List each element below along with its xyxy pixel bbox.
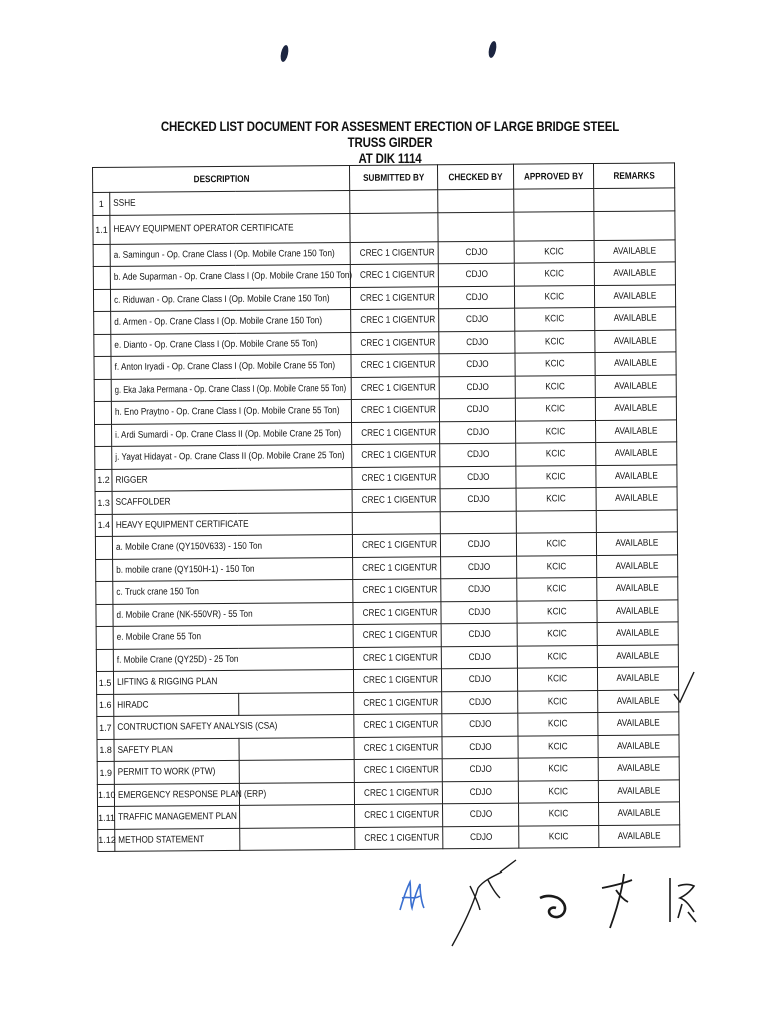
submitted-cell: CREC 1 CIGENTUR xyxy=(351,309,439,332)
checked-cell: CDJO xyxy=(438,286,514,309)
row-description: d. Mobile Crane (NK-550VR) - 55 Ton xyxy=(113,602,353,626)
submitted-cell: CREC 1 CIGENTUR xyxy=(351,331,439,354)
approved-cell: KCIC xyxy=(514,240,594,263)
row-description: e. Mobile Crane 55 Ton xyxy=(113,624,353,648)
document-title: CHECKED LIST DOCUMENT FOR ASSESMENT ERECTION OF LARGE BRIDGE STEEL TRUSS GIRDER xyxy=(160,118,620,150)
check-mark-icon xyxy=(672,668,696,708)
remarks-cell: AVAILABLE xyxy=(594,239,675,262)
row-description: PERMIT TO WORK (PTW) xyxy=(114,760,239,783)
checked-cell: CDJO xyxy=(441,556,517,579)
remarks-cell: AVAILABLE xyxy=(597,644,678,667)
approved-cell: KCIC xyxy=(516,488,596,511)
approved-cell: KCIC xyxy=(515,308,595,331)
header-checked-by: CHECKED BY xyxy=(438,164,514,190)
approved-cell: KCIC xyxy=(518,758,598,781)
approved-cell: KCIC xyxy=(515,330,595,353)
remarks-cell: AVAILABLE xyxy=(595,352,676,375)
remarks-cell: AVAILABLE xyxy=(599,802,680,825)
remarks-cell: AVAILABLE xyxy=(597,667,678,690)
submitted-cell: CREC 1 CIGENTUR xyxy=(353,556,441,579)
row-description: a. Mobile Crane (QY150V633) - 150 Ton xyxy=(112,534,352,558)
approved-cell: KCIC xyxy=(517,623,597,646)
remarks-cell: AVAILABLE xyxy=(597,577,678,600)
submitted-cell: CREC 1 CIGENTUR xyxy=(350,241,438,264)
row-description: i. Ardi Sumardi - Op. Crane Class II (Op. Mobile Crane 25 Ton) xyxy=(112,422,352,446)
remarks-cell: AVAILABLE xyxy=(596,464,677,487)
remarks-cell: AVAILABLE xyxy=(598,757,679,780)
row-number: 1.1 xyxy=(93,215,110,244)
checked-cell: CDJO xyxy=(440,488,516,511)
remarks-cell: AVAILABLE xyxy=(598,689,679,712)
remarks-cell: AVAILABLE xyxy=(596,442,677,465)
submitted-cell: CREC 1 CIGENTUR xyxy=(351,376,439,399)
remarks-cell: AVAILABLE xyxy=(596,532,677,555)
approved-cell: KCIC xyxy=(515,353,595,376)
submitted-cell: CREC 1 CIGENTUR xyxy=(355,804,443,827)
submitted-cell: CREC 1 CIGENTUR xyxy=(354,736,442,759)
submitted-cell: CREC 1 CIGENTUR xyxy=(353,601,441,624)
approved-cell: KCIC xyxy=(515,375,595,398)
approved-cell: KCIC xyxy=(516,533,596,556)
checked-cell: CDJO xyxy=(442,713,518,736)
punch-hole xyxy=(279,44,289,62)
row-number: 1.7 xyxy=(97,716,114,739)
remarks-cell: AVAILABLE xyxy=(599,824,680,847)
submitted-cell: CREC 1 CIGENTUR xyxy=(352,466,440,489)
row-description: c. Truck crane 150 Ton xyxy=(113,579,353,603)
approved-cell: KCIC xyxy=(519,803,599,826)
submitted-cell: CREC 1 CIGENTUR xyxy=(350,264,438,287)
submitted-cell: CREC 1 CIGENTUR xyxy=(351,399,439,422)
checked-cell: CDJO xyxy=(443,826,519,849)
header-approved-by: APPROVED BY xyxy=(514,164,594,190)
remarks-cell: AVAILABLE xyxy=(594,262,675,285)
row-number: 1.11 xyxy=(98,806,115,829)
approved-cell: KCIC xyxy=(517,645,597,668)
row-description: b. mobile crane (QY150H-1) - 150 Ton xyxy=(113,557,353,581)
row-description: HEAVY EQUIPMENT OPERATOR CERTIFICATE xyxy=(110,213,350,244)
checked-cell: CDJO xyxy=(442,736,518,759)
row-number: 1.3 xyxy=(95,491,112,514)
checked-cell: CDJO xyxy=(441,623,517,646)
row-number: 1.9 xyxy=(97,761,114,784)
checklist-sheet xyxy=(92,162,679,852)
row-number: 1.8 xyxy=(97,739,114,762)
approved-cell: KCIC xyxy=(517,600,597,623)
approved-cell: KCIC xyxy=(517,668,597,691)
row-description: SCAFFOLDER xyxy=(112,489,352,513)
row-description: f. Anton Iryadi - Op. Crane Class I (Op. Mobile Crane 55 Ton) xyxy=(111,354,351,378)
approved-cell: KCIC xyxy=(518,735,598,758)
row-description: d. Armen - Op. Crane Class I (Op. Mobile Crane 150 Ton) xyxy=(111,309,351,333)
remarks-cell: AVAILABLE xyxy=(595,374,676,397)
submitted-cell: CREC 1 CIGENTUR xyxy=(354,759,442,782)
approved-cell: KCIC xyxy=(516,420,596,443)
submitted-cell: CREC 1 CIGENTUR xyxy=(351,354,439,377)
row-description: g. Eka Jaka Permana - Op. Crane Class I (Op. Mobile Crane 55 Ton) xyxy=(111,377,351,401)
remarks-cell: AVAILABLE xyxy=(595,307,676,330)
row-description: SSHE xyxy=(110,190,350,214)
remarks-cell: AVAILABLE xyxy=(597,622,678,645)
row-description: CONTRUCTION SAFETY ANALYSIS (CSA) xyxy=(114,714,354,738)
remarks-cell: AVAILABLE xyxy=(597,599,678,622)
checked-cell: CDJO xyxy=(442,781,518,804)
submitted-cell: CREC 1 CIGENTUR xyxy=(352,444,440,467)
signature-5 xyxy=(664,872,700,928)
submitted-cell: CREC 1 CIGENTUR xyxy=(353,624,441,647)
checked-cell: CDJO xyxy=(439,398,515,421)
approved-cell: KCIC xyxy=(518,713,598,736)
header-remarks: REMARKS xyxy=(594,163,675,189)
submitted-cell: CREC 1 CIGENTUR xyxy=(355,826,443,849)
approved-cell: KCIC xyxy=(516,465,596,488)
submitted-cell: CREC 1 CIGENTUR xyxy=(352,534,440,557)
submitted-cell: CREC 1 CIGENTUR xyxy=(350,286,438,309)
row-description: j. Yayat Hidayat - Op. Crane Class II (Op. Mobile Crane 25 Ton) xyxy=(112,444,352,468)
approved-cell: KCIC xyxy=(519,825,599,848)
checked-cell: CDJO xyxy=(439,353,515,376)
checked-cell: CDJO xyxy=(442,691,518,714)
remarks-cell: AVAILABLE xyxy=(596,487,677,510)
approved-cell: KCIC xyxy=(514,263,594,286)
table-row xyxy=(93,210,675,244)
row-description: METHOD STATEMENT xyxy=(115,828,240,851)
checked-cell: CDJO xyxy=(440,443,516,466)
submitted-cell: CREC 1 CIGENTUR xyxy=(353,669,441,692)
remarks-cell: AVAILABLE xyxy=(595,329,676,352)
checked-cell: CDJO xyxy=(438,241,514,264)
row-number: 1.5 xyxy=(96,671,113,694)
checked-cell: CDJO xyxy=(441,646,517,669)
row-description: LIFTING & RIGGING PLAN xyxy=(113,669,353,693)
checked-cell: CDJO xyxy=(441,578,517,601)
remarks-cell: AVAILABLE xyxy=(596,419,677,442)
submitted-cell: CREC 1 CIGENTUR xyxy=(353,646,441,669)
checked-cell: CDJO xyxy=(442,758,518,781)
row-description: RIGGER xyxy=(112,467,352,491)
approved-cell: KCIC xyxy=(514,285,594,308)
checked-cell: CDJO xyxy=(441,668,517,691)
submitted-cell: CREC 1 CIGENTUR xyxy=(352,489,440,512)
checklist-table xyxy=(92,162,680,852)
row-description: TRAFFIC MANAGEMENT PLAN xyxy=(115,805,240,828)
signature-2 xyxy=(448,858,520,950)
header-description: DESCRIPTION xyxy=(93,165,350,192)
checked-cell: CDJO xyxy=(440,421,516,444)
row-number: 1.10 xyxy=(97,784,114,807)
approved-cell: KCIC xyxy=(517,578,597,601)
row-description: a. Samingun - Op. Crane Class I (Op. Mobile Crane 150 Ton) xyxy=(110,242,350,266)
remarks-cell: AVAILABLE xyxy=(597,554,678,577)
checked-cell: CDJO xyxy=(439,331,515,354)
checked-cell: CDJO xyxy=(439,376,515,399)
signature-4 xyxy=(598,870,638,930)
row-number: 1.12 xyxy=(98,829,115,852)
approved-cell: KCIC xyxy=(518,780,598,803)
checked-cell: CDJO xyxy=(440,533,516,556)
approved-cell: KCIC xyxy=(517,555,597,578)
signature-3 xyxy=(534,886,574,926)
row-number: 1.4 xyxy=(95,514,112,537)
punch-hole xyxy=(487,40,497,58)
remarks-cell: AVAILABLE xyxy=(598,712,679,735)
approved-cell: KCIC xyxy=(516,443,596,466)
row-description: HIRADC xyxy=(114,693,239,716)
checked-cell: CDJO xyxy=(440,466,516,489)
row-description: EMERGENCY RESPONSE PLAN (ERP) xyxy=(114,783,239,806)
remarks-cell: AVAILABLE xyxy=(594,284,675,307)
submitted-cell: CREC 1 CIGENTUR xyxy=(354,691,442,714)
row-number: 1.2 xyxy=(95,469,112,492)
table-row xyxy=(98,824,680,851)
row-description: c. Riduwan - Op. Crane Class I (Op. Mobile Crane 150 Ton) xyxy=(110,287,350,311)
row-description: f. Mobile Crane (QY25D) - 25 Ton xyxy=(113,647,353,671)
row-description: e. Dianto - Op. Crane Class I (Op. Mobile Crane 55 Ton) xyxy=(111,332,351,356)
remarks-cell: AVAILABLE xyxy=(598,779,679,802)
submitted-cell: CREC 1 CIGENTUR xyxy=(354,781,442,804)
checked-cell: CDJO xyxy=(441,601,517,624)
checked-cell: CDJO xyxy=(439,308,515,331)
approved-cell: KCIC xyxy=(515,398,595,421)
row-description: HEAVY EQUIPMENT CERTIFICATE xyxy=(112,512,352,536)
submitted-cell: CREC 1 CIGENTUR xyxy=(352,421,440,444)
header-submitted-by: SUBMITTED BY xyxy=(350,165,438,191)
document-subtitle: AT DIK 1114 xyxy=(358,150,422,166)
approved-cell: KCIC xyxy=(518,690,598,713)
submitted-cell: CREC 1 CIGENTUR xyxy=(354,714,442,737)
row-number: 1.6 xyxy=(97,694,114,717)
row-description: SAFETY PLAN xyxy=(114,738,239,761)
remarks-cell: AVAILABLE xyxy=(598,734,679,757)
checked-cell: CDJO xyxy=(443,803,519,826)
signature-1 xyxy=(396,876,428,916)
submitted-cell: CREC 1 CIGENTUR xyxy=(353,579,441,602)
row-number: 1 xyxy=(93,192,110,215)
row-description: h. Eno Praytno - Op. Crane Class I (Op. Mobile Crane 55 Ton) xyxy=(111,399,351,423)
checked-cell: CDJO xyxy=(438,263,514,286)
row-description: b. Ade Suparman - Op. Crane Class I (Op. Mobile Crane 150 Ton) xyxy=(110,264,350,288)
remarks-cell: AVAILABLE xyxy=(595,397,676,420)
